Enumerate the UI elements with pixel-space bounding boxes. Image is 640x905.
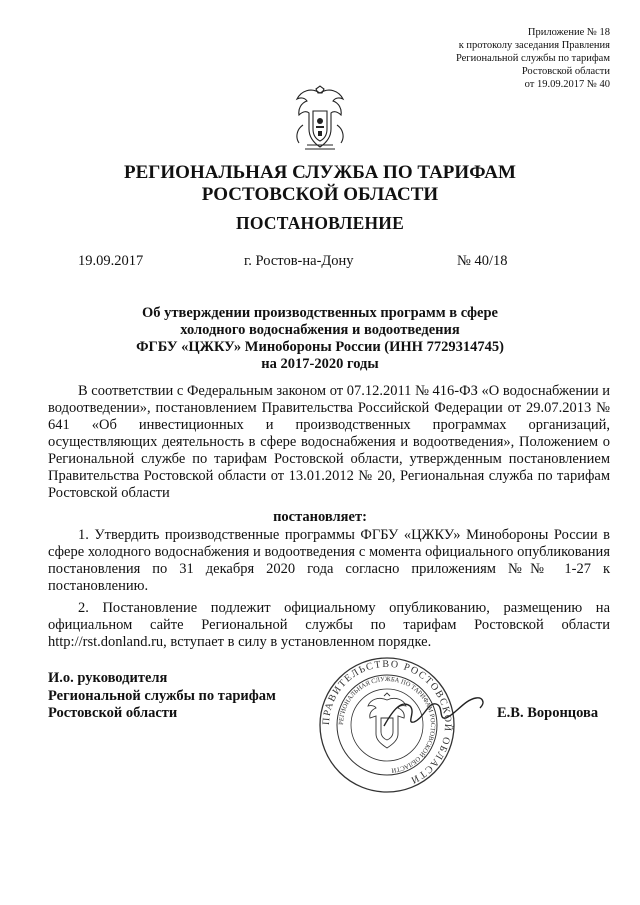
signatory-title-line1: И.о. руководителя [48,670,168,686]
handwritten-signature [380,688,490,738]
resolution-item-2: 2. Постановление подлежит официальному опубликованию, размещению на официальном сайте Региональной службы по тарифам Ростовской области http://rst.donland.ru, вступает в силу в установленном порядке. [48,600,610,650]
annex-line: от 19.09.2017 № 40 [524,79,610,90]
signatory-title [48,670,276,723]
document-type: ПОСТАНОВЛЕНИЕ [236,213,404,233]
signatory-title-line2: Региональной службы по тарифам [48,687,276,704]
document-date: 19.09.2017 [78,253,144,269]
annex-line: к протоколу заседания Правления [458,40,610,51]
signatory-name: Е.В. Воронцова [497,705,599,721]
annex-line: Ростовской области [521,66,610,77]
subject-line: Об утверждении производственных программ в сфере [142,305,498,321]
organization-name-line1: РЕГИОНАЛЬНАЯ СЛУЖБА ПО ТАРИФАМ [124,162,516,183]
signatory-title-line3: Ростовской области [48,705,178,721]
organization-name [0,162,640,206]
annex-line: Региональной службы по тарифам [455,53,610,64]
coat-of-arms-icon [289,85,351,153]
subject-line: холодного водоснабжения и водоотведения [180,322,460,338]
seal-inner-text: РЕГИОНАЛЬНАЯ СЛУЖБА ПО ТАРИФАМ РОСТОВСКОЙ ОБЛАСТИ [337,675,437,774]
annex-line: Приложение № 18 [527,27,610,38]
preamble-paragraph: В соответствии с Федеральным законом от 07.12.2011 № 416-ФЗ «О водоснабжении и водоотведении», постановлением Правительства Российской Федерации от 29.07.2013 № 641 «Об инвестиционных и производственных программах организаций, осуществляющих деятельность в сфере водоснабжения и водоотведения», Положением о Региональной службе по тарифам Ростовской области, утвержденным постановлением Правительства Ростовской области от 13.01.2012 № 20, Региональная служба по тарифам Ростовской области [48,383,610,501]
subject-line: на 2017-2020 годы [261,356,379,372]
annex-note [456,26,610,91]
document-number: № 40/18 [457,253,508,269]
organization-name-line2: РОСТОВСКОЙ ОБЛАСТИ [201,184,439,205]
document-subject [0,305,640,373]
resolves-heading: постановляет: [273,509,367,525]
resolution-item-1: 1. Утвердить производственные программы ФГБУ «ЦЖКУ» Минобороны России в сфере холодного водоснабжения и водоотведения с момента официального опубликования постановления по 31 декабря 2020 года согласно приложениям №№ 1-27 к постановлению. [48,527,610,594]
seal-outer-text: ПРАВИТЕЛЬСТВО РОСТОВСКОЙ ОБЛАСТИ [320,658,454,786]
document-city: г. Ростов-на-Дону [244,253,354,269]
subject-line: ФГБУ «ЦЖКУ» Минобороны России (ИНН 7729314745) [136,339,504,355]
